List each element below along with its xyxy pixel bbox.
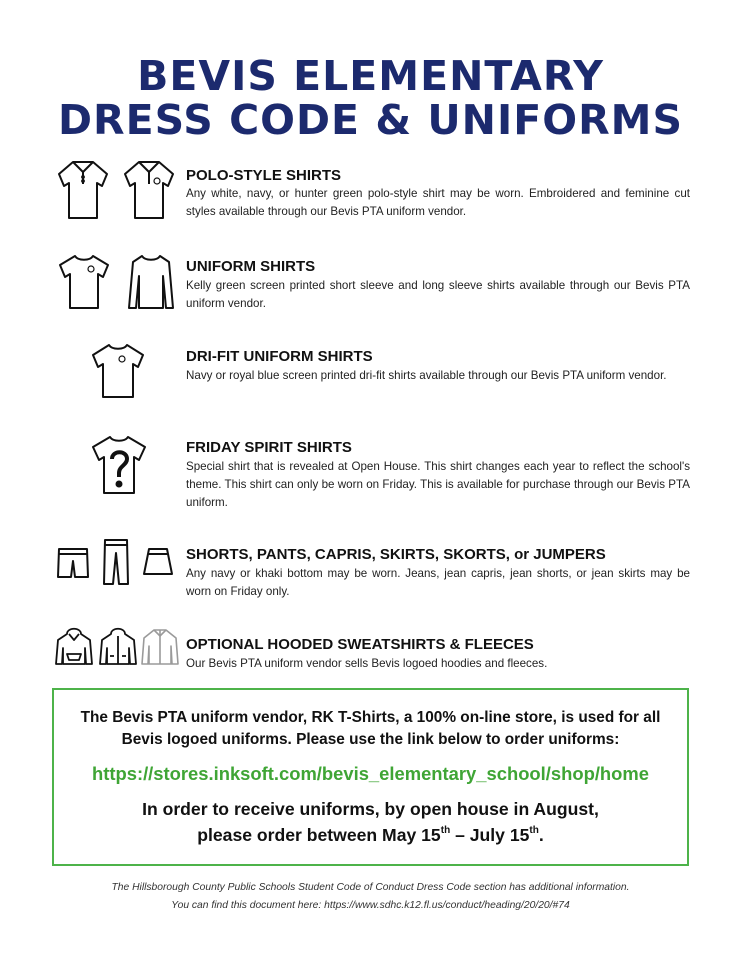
section-desc-drifit: Navy or royal blue screen printed dri-fit shirts available through our Bevis PTA uniform vendor.: [186, 369, 667, 382]
pants-icon: [101, 537, 131, 587]
vendor-store-link[interactable]: https://stores.inksoft.com/bevis_elementary_school/shop/home: [92, 763, 649, 784]
section-desc-hoodies: Our Bevis PTA uniform vendor sells Bevis logoed hoodies and fleeces.: [186, 657, 548, 670]
skirt-icon: [141, 545, 175, 579]
polo-shirt-icon: [55, 158, 111, 222]
question-mark-shirt-icon: [89, 433, 149, 497]
section-title-hoodies: OPTIONAL HOODED SWEATSHIRTS & FLEECES: [186, 636, 534, 653]
section-title-uniform: UNIFORM SHIRTS: [186, 258, 316, 275]
section-desc-friday: Special shirt that is revealed at Open House. This shirt changes each year to reflect the school's theme. This shirt can only be worn on Friday. This is available for purchase through our Bevis PTA uniform.: [186, 460, 690, 509]
footer-note-line2[interactable]: You can find this document here: https://www.sdhc.k12.fl.us/conduct/heading/20/20/#74: [171, 900, 570, 911]
zip-hoodie-icon: [98, 626, 138, 668]
page-title-line1: BEVIS ELEMENTARY: [137, 52, 604, 100]
vendor-info-box: [52, 688, 689, 866]
section-desc-bottoms: Any navy or khaki bottom may be worn. Jeans, jean capris, jean shorts, or jean skirts may be worn on Friday only.: [186, 567, 690, 598]
long-sleeve-shirt-icon: [126, 252, 176, 312]
section-desc-uniform: Kelly green screen printed short sleeve and long sleeve shirts available through our Bevis PTA uniform vendor.: [186, 279, 690, 310]
order-deadline-line2: please order between May 15th – July 15th.: [197, 825, 544, 845]
section-title-friday: FRIDAY SPIRIT SHIRTS: [186, 439, 352, 456]
footer-note-line1: The Hillsborough County Public Schools Student Code of Conduct Dress Code section has additional information.: [111, 882, 630, 893]
dri-fit-shirt-icon: [89, 341, 147, 401]
tshirt-logo-icon: [56, 252, 112, 312]
fleece-jacket-icon: [140, 626, 180, 668]
section-desc-polo: Any white, navy, or hunter green polo-style shirt may be worn. Embroidered and feminine cut styles available through our Bevis PTA uniform vendor.: [186, 187, 690, 218]
section-title-bottoms: SHORTS, PANTS, CAPRIS, SKIRTS, SKORTS, or JUMPERS: [186, 546, 606, 563]
vendor-line1: The Bevis PTA uniform vendor, RK T-Shirts, a 100% on-line store, is used for all: [80, 709, 661, 726]
vendor-line2: Bevis logoed uniforms. Please use the link below to order uniforms:: [121, 731, 620, 748]
polo-shirt-logo-icon: [121, 158, 177, 222]
order-deadline-line1: In order to receive uniforms, by open house in August,: [142, 799, 599, 819]
shorts-icon: [55, 545, 91, 581]
section-title-drifit: DRI-FIT UNIFORM SHIRTS: [186, 348, 373, 365]
page-title-line2: DRESS CODE & UNIFORMS: [57, 96, 683, 144]
section-title-polo: POLO-STYLE SHIRTS: [186, 167, 342, 184]
hoodie-icon: [54, 626, 94, 668]
